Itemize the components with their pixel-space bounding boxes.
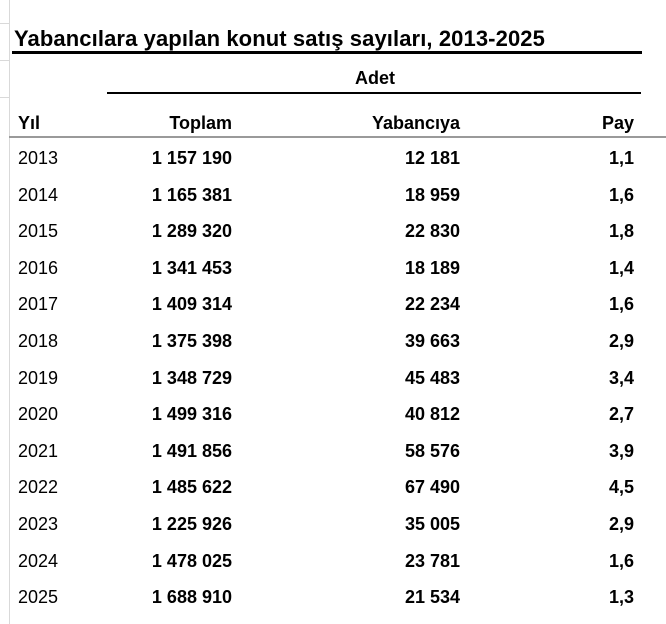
cell-share: 2,7 — [608, 404, 634, 425]
cell-foreign: 22 234 — [404, 294, 460, 315]
cell-total: 1 499 316 — [151, 404, 232, 425]
cell-year: 2025 — [18, 587, 59, 608]
cell-foreign: 45 483 — [404, 367, 460, 388]
cell-foreign: 18 959 — [404, 184, 460, 205]
table-row — [0, 141, 666, 178]
table-row — [0, 178, 666, 215]
table-row — [0, 361, 666, 398]
cell-year: 2018 — [18, 330, 59, 351]
cell-year: 2016 — [18, 257, 59, 278]
cell-total: 1 225 926 — [151, 513, 232, 534]
cell-total: 1 375 398 — [151, 330, 232, 351]
table-body — [0, 141, 666, 617]
cell-share: 1,1 — [608, 148, 634, 168]
cell-year: 2023 — [18, 513, 59, 534]
table-row — [0, 251, 666, 288]
cell-share: 1,4 — [608, 257, 634, 278]
table-row — [0, 324, 666, 361]
table-row — [0, 470, 666, 507]
header-divider — [9, 136, 666, 138]
cell-total: 1 478 025 — [151, 550, 232, 571]
cell-year: 2022 — [18, 477, 59, 498]
cell-foreign: 67 490 — [404, 477, 460, 498]
cell-share: 1,6 — [608, 184, 634, 205]
cell-year: 2019 — [18, 367, 59, 388]
cell-total: 1 688 910 — [151, 587, 232, 608]
cell-share: 4,5 — [608, 477, 634, 498]
cell-share: 1,6 — [608, 294, 634, 315]
cell-foreign: 40 812 — [404, 404, 460, 425]
cell-year: 2015 — [18, 221, 59, 242]
cell-total: 1 289 320 — [151, 221, 232, 242]
cell-foreign: 23 781 — [404, 550, 460, 571]
cell-total: 1 485 622 — [151, 477, 232, 498]
cell-share: 1,8 — [608, 221, 634, 242]
cell-share: 3,9 — [608, 440, 634, 461]
cell-total: 1 165 381 — [151, 184, 232, 205]
column-header-share: Pay — [601, 113, 634, 133]
cell-foreign: 58 576 — [404, 440, 460, 461]
grid-row-line — [0, 60, 9, 61]
cell-foreign: 35 005 — [404, 513, 460, 534]
cell-share: 2,9 — [608, 513, 634, 534]
cell-total: 1 341 453 — [151, 257, 232, 278]
table-row — [0, 507, 666, 544]
table-row — [0, 434, 666, 471]
cell-share: 2,9 — [608, 330, 634, 351]
column-header-year: Yıl — [18, 113, 41, 133]
cell-total: 1 348 729 — [151, 367, 232, 388]
cell-share: 3,4 — [608, 367, 634, 388]
table-row — [0, 544, 666, 581]
cell-share: 1,3 — [608, 587, 634, 608]
column-header-foreign: Yabancıya — [371, 113, 460, 133]
cell-total: 1 491 856 — [151, 440, 232, 461]
grid-row-line — [0, 97, 9, 98]
cell-foreign: 22 830 — [404, 221, 460, 242]
cell-year: 2017 — [18, 294, 59, 315]
cell-foreign: 18 189 — [404, 257, 460, 278]
title-underline — [12, 51, 642, 54]
table-row — [0, 214, 666, 251]
cell-year: 2020 — [18, 404, 59, 425]
cell-total: 1 409 314 — [151, 294, 232, 315]
cell-year: 2014 — [18, 184, 59, 205]
table-row — [0, 580, 666, 617]
cell-foreign: 39 663 — [404, 330, 460, 351]
column-header-total: Toplam — [169, 113, 232, 133]
table-title: Yabancılara yapılan konut satış sayıları, 2013-2025 — [14, 26, 545, 51]
table-row — [0, 287, 666, 324]
cell-year: 2024 — [18, 550, 59, 571]
table-row — [0, 397, 666, 434]
group-header-label: Adet — [355, 68, 395, 88]
grid-row-line — [0, 23, 9, 24]
cell-foreign: 21 534 — [404, 587, 460, 608]
cell-foreign: 12 181 — [404, 148, 460, 168]
group-header-underline — [107, 92, 641, 94]
cell-total: 1 157 190 — [151, 148, 232, 168]
cell-year: 2021 — [18, 440, 59, 461]
cell-share: 1,6 — [608, 550, 634, 571]
cell-year: 2013 — [18, 148, 59, 168]
